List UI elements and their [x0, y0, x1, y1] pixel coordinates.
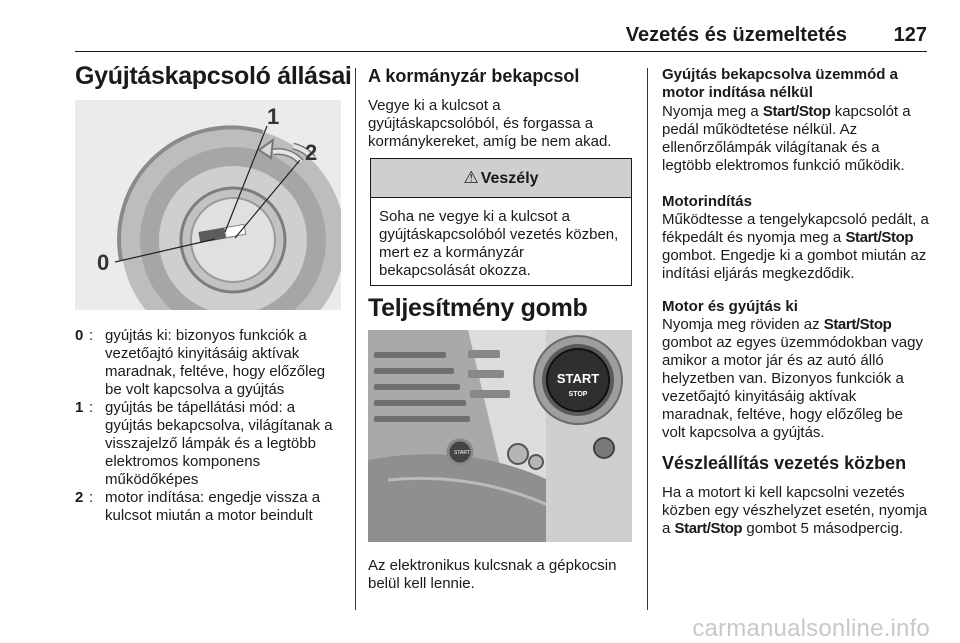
power-button-caption: Az elektronikus kulcsnak a gépkocsin belül kell lennie.: [368, 557, 617, 592]
list-item: [75, 489, 341, 525]
item-text: motor indítása: engedje vissza a kulcsot miután a motor beindult: [105, 489, 321, 524]
column-divider-1: [355, 68, 356, 610]
watermark: carmanualsonline.info: [692, 615, 930, 642]
column-divider-2: [647, 68, 648, 610]
warning-title: Veszély: [480, 170, 539, 187]
position-label-2: 2: [305, 140, 318, 165]
text-run: Működtesse a tengelykapcsoló pedált, a fékpedált és nyomja meg a: [662, 211, 929, 246]
ignition-switch-illustration: [75, 100, 341, 310]
item-text: gyújtás ki: bizonyos funkciók a vezetőajtó kinyitásáig aktívak maradnak, feltéve, hogy előzőleg be volt kapcsolva a gyújtás: [105, 327, 326, 398]
ignition-figure: [75, 100, 341, 310]
chapter-title: Vezetés és üzemeltetés: [625, 24, 847, 46]
warning-icon: ⚠: [463, 168, 479, 187]
ignition-on-text: [662, 103, 930, 175]
text-run: Nyomja meg a: [662, 103, 763, 120]
item-text: gyújtás be tápellátási mód: a gyújtás bekapcsolva, világítanak a visszajelző lámpák és a legtöbb elektromos komponens működőképes: [105, 399, 333, 488]
page-header: [75, 24, 927, 54]
small-start-label: START: [454, 450, 470, 456]
ignition-positions-list: [75, 327, 341, 525]
text-run: gombot 5 másodpercig.: [742, 520, 904, 537]
text-run: gombot az egyes üzemmódokban vagy amikor a motor jár és az autó álló helyzetben van. Bizonyos funkciók a vezetőajtó kinyitásáig aktívak maradnak, feltéve, hogy előzőleg be volt kapcsolva a gyújtás.: [662, 334, 923, 441]
position-label-1: 1: [267, 104, 280, 129]
power-button-heading: Teljesítmény gomb: [368, 294, 588, 322]
engine-start-text: [662, 211, 930, 283]
item-number: 0: [75, 327, 84, 344]
start-stop-term: Start/Stop: [823, 316, 892, 333]
start-label: START: [556, 371, 600, 386]
dashboard-illustration: [368, 330, 632, 542]
list-item: [75, 399, 341, 489]
text-run: gombot. Engedje ki a gombot miután az indítási eljárás megkezdődik.: [662, 247, 927, 282]
engine-off-text: [662, 316, 930, 442]
warning-text: Soha ne vegye ki a kulcsot a gyújtáskapcsolóból vezetés közben, mert ez a kormányzár bekapcsolását okozza.: [379, 208, 619, 279]
page-number: 127: [893, 24, 927, 46]
start-stop-term: Start/Stop: [845, 229, 914, 246]
warning-box: [370, 158, 632, 286]
ignition-heading: Gyújtáskapcsoló állásai: [75, 62, 352, 90]
engine-off-heading: Motor és gyújtás ki: [662, 298, 798, 315]
emergency-stop-heading: Vészleállítás vezetés közben: [662, 453, 907, 473]
start-stop-term: Start/Stop: [674, 520, 743, 537]
ignition-on-heading: Gyújtás bekapcsolva üzemmód a motor indítása nélkül: [662, 66, 898, 101]
steering-lock-heading: A kormányzár bekapcsol: [368, 66, 580, 86]
power-button-figure: [368, 330, 632, 542]
position-label-0: 0: [97, 250, 110, 275]
item-colon: :: [89, 327, 94, 344]
item-number: 2: [75, 489, 84, 506]
item-colon: :: [89, 489, 94, 506]
text-run: kapcsolót a pedál működtetése nélkül. Az ellenőrzőlámpák világítanak és a legtöbb elektromos funkció működik.: [662, 103, 911, 174]
item-colon: :: [89, 399, 94, 416]
warning-title-bar: [371, 159, 631, 198]
header-rule: [75, 51, 927, 52]
start-stop-term: Start/Stop: [762, 103, 831, 120]
emergency-stop-text: [662, 484, 930, 538]
engine-start-heading: Motorindítás: [662, 193, 752, 210]
steering-lock-text: Vegye ki a kulcsot a gyújtáskapcsolóból, és forgassa a kormánykereket, amíg be nem akad.: [368, 97, 612, 150]
stop-label: STOP: [568, 391, 588, 398]
text-run: Ha a motort ki kell kapcsolni vezetés közben egy vészhelyzet esetén, nyomja a: [662, 484, 928, 537]
text-run: Nyomja meg röviden az: [662, 316, 824, 333]
item-number: 1: [75, 399, 84, 416]
list-item: [75, 327, 341, 399]
